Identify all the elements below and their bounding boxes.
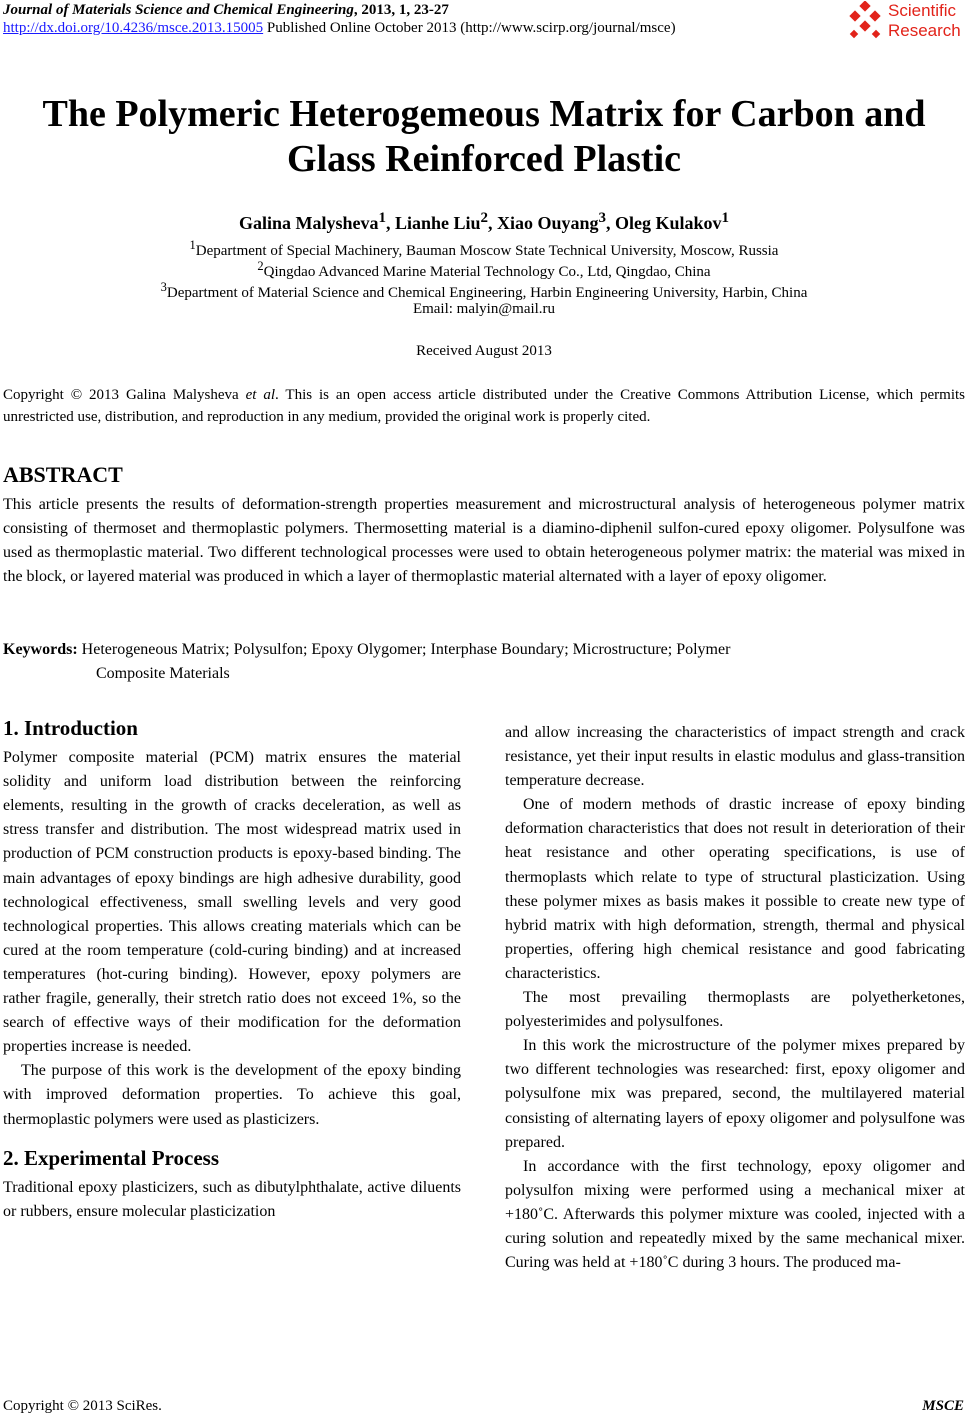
affiliation xyxy=(0,259,968,281)
author-name: Galina Malysheva xyxy=(238,213,379,233)
abstract-body: This article presents the results of deformation-strength properties measurement and microstructural analysis of heterogeneous polymer matrix consisting of thermoset and thermoplastic polymers. Thermosetting material is a diamino-diphenil sulfon-cured epoxy oligomer. Polysulfone was used as thermoplastic material. Two different technological processes were used to obtain heterogeneous polymer matrix: the material was mixed in the block, or layered material was produced in which a layer of thermoplastic material alternated with a layer of epoxy oligomer. xyxy=(3,496,965,585)
section-2-heading: 2. Experimental Process xyxy=(3,1145,219,1170)
journal-citation xyxy=(3,2,449,19)
journal-details: , 2013, 1, 23-27 xyxy=(353,2,449,18)
keywords xyxy=(3,638,965,686)
author-name: Xiao Ouyang xyxy=(497,213,599,233)
affiliation-sup: 3 xyxy=(160,280,167,294)
right-column xyxy=(505,721,965,1275)
affiliation xyxy=(0,280,968,302)
footer-journal-abbr: MSCE xyxy=(922,1398,964,1414)
journal-name: Journal of Materials Science and Chemical Engineering xyxy=(3,2,354,18)
copyright-text-cont: . This is an open access article distributed under the Creative Commons Attribution License, which permits unrestricted use, distribution, and reproduction in any medium, provided the original work is properly cited. xyxy=(3,387,966,425)
affiliation-sup: 2 xyxy=(257,259,264,273)
title-line-2: Glass Reinforced Plastic xyxy=(286,138,682,180)
doi-link[interactable]: http://dx.doi.org/10.4236/msce.2013.15005 xyxy=(3,20,264,36)
paragraph: The most prevailing thermoplasts are polyetherketones, polyesterimides and polysulfones. xyxy=(505,989,965,1031)
author-sep: , xyxy=(385,213,395,233)
author xyxy=(238,210,395,233)
author-list xyxy=(0,210,968,234)
author-sep: , xyxy=(488,213,497,233)
paragraph: The purpose of this work is the development of the epoxy binding with improved deformation properties. To achieve this goal, thermoplastic polymers were used as plasticizers. xyxy=(3,1062,461,1128)
published-online: Published Online October 2013 (http://www.scirp.org/journal/msce) xyxy=(266,20,676,36)
copyright-text: Copyright © 2013 Galina Malysheva xyxy=(3,387,246,403)
author-name: Lianhe Liu xyxy=(394,213,481,233)
paragraph: One of modern methods of drastic increase of epoxy binding deformation characteristics that does not result in deterioration of their heat resistance and other operating specifications, is use of thermoplasts which relate to type of structural plasticization. Using these polymer mixes as basis makes it possible to create new type of hybrid matrix with high deformation, strength, thermal and physical properties, offering high chemical resistance and good fabricating characteristics. xyxy=(505,796,965,982)
affiliation-text: Department of Special Machinery, Bauman Moscow State Technical University, Moscow, Russia xyxy=(195,243,779,259)
left-column xyxy=(3,716,461,1224)
scientific-research-logo xyxy=(844,1,964,41)
copyright-etal: et al xyxy=(245,387,276,403)
footer-copyright: Copyright © 2013 SciRes. xyxy=(3,1398,162,1414)
affiliation-sup: 1 xyxy=(189,238,196,252)
author xyxy=(615,210,730,233)
paragraph: In this work the microstructure of the polymer mixes prepared by two different technologies was researched: first, epoxy oligomer and polysulfone mix was prepared, second, the multilayered material consisting of alternating layers of epoxy oligomer and polysulfone was prepared. xyxy=(505,1037,965,1151)
paragraph: and allow increasing the characteristics of impact strength and crack resistance, yet their input results in elastic modulus and glass-transition temperature decrease. xyxy=(505,724,965,790)
logo-line-2: Research xyxy=(888,21,961,40)
logo-text xyxy=(888,1,961,41)
abstract-heading: ABSTRACT xyxy=(3,462,123,487)
paragraph: Polymer composite material (PCM) matrix ensures the material solidity and uniform load distribution between the reinforcing elements, resulting in the growth of cracks deceleration, as well as stress transfer and distribution. The most widespread matrix used in production of PCM construction products is epoxy-based binding. The main advantages of epoxy bindings are high adhesive durability, good technological effectiveness, small swelling levels and very good technological properties. This allows creating materials which can be cured at the room temperature (cold-curing binding) and at increased temperatures (hot-curing binding). However, epoxy polymers are rather fragile, generally, their stretch ratio does not exceed 1%, so the search of effective ways of their modification for the deformation properties increase is needed. xyxy=(3,749,461,1056)
affiliation-text: Qingdao Advanced Marine Material Technology Co., Ltd, Qingdao, China xyxy=(263,264,711,280)
logo-mark-icon xyxy=(844,1,886,41)
author-sup: 1 xyxy=(721,210,730,226)
keywords-line-1: Heterogeneous Matrix; Polysulfon; Epoxy Olygomer; Interphase Boundary; Microstructure; Polymer xyxy=(81,641,731,658)
author-sup: 3 xyxy=(598,210,607,226)
paragraph: In accordance with the first technology, epoxy oligomer and polysulfon mixing were performed using a mechanical mixer at +180˚C. Afterwards this polymer mixture was cooled, injected with a curing solution and repeatedly mixed by the same mechanical mixer. Curing was held at +180˚C during 3 hours. The produced ma- xyxy=(505,1157,965,1272)
paper-title xyxy=(0,92,968,182)
doi-line xyxy=(3,20,676,37)
author-sep: , xyxy=(606,213,616,233)
title-line-1: The Polymeric Heterogemeous Matrix for Carbon and xyxy=(42,93,926,135)
logo-line-1: Scientific xyxy=(888,1,957,20)
author-sup: 1 xyxy=(378,210,386,226)
keywords-label: Keywords: xyxy=(3,641,78,658)
author-email: Email: malyin@mail.ru xyxy=(412,301,556,317)
copyright-notice xyxy=(3,384,965,428)
received-date: Received August 2013 xyxy=(416,343,552,359)
affiliation-text: Department of Material Science and Chemical Engineering, Harbin Engineering University, Harbin, China xyxy=(166,285,808,301)
affiliation xyxy=(0,238,968,260)
paragraph: Traditional epoxy plasticizers, such as dibutylphthalate, active diluents or rubbers, ensure molecular plasticization xyxy=(3,1178,461,1220)
section-1-heading: 1. Introduction xyxy=(3,716,138,740)
author xyxy=(497,210,616,233)
author-sup: 2 xyxy=(480,210,488,226)
keywords-line-2: Composite Materials xyxy=(96,665,230,682)
author-name: Oleg Kulakov xyxy=(615,213,722,233)
author xyxy=(394,210,497,233)
